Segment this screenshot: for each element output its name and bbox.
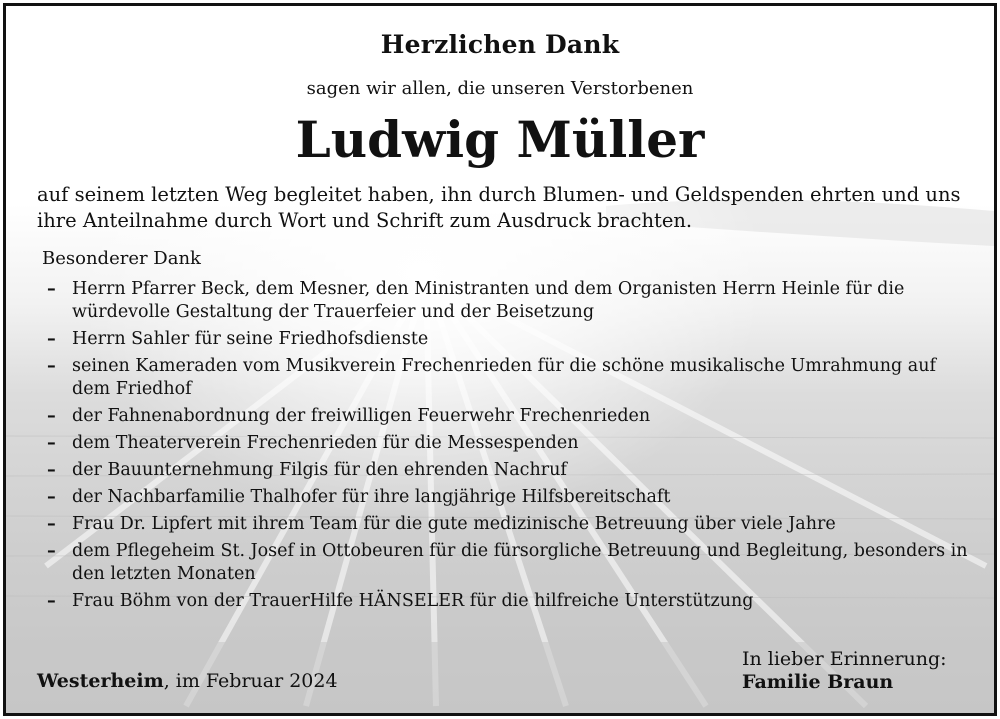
thanks-item <box>46 590 976 613</box>
thanks-item-text: der Nachbarfamilie Thalhofer für ihre langjährige Hilfsbereitschaft <box>72 487 671 507</box>
thanks-item-text: Frau Dr. Lipfert mit ihrem Team für die gute medizinische Betreuung über viele Jahre <box>72 514 836 534</box>
dash-bullet: – <box>47 460 56 480</box>
dash-bullet: – <box>47 406 56 426</box>
memory-line: In lieber Erinnerung: <box>742 648 947 670</box>
thanks-item <box>46 513 976 536</box>
notice-heading: Herzlichen Dank <box>380 30 620 59</box>
dash-bullet: – <box>47 329 56 349</box>
thanks-item-text: der Bauunternehmung Filgis für den ehrenden Nachruf <box>72 460 567 480</box>
thanks-item <box>46 432 976 455</box>
thanks-item-text: Frau Böhm von der TrauerHilfe HÄNSELER für die hilfreiche Unterstützung <box>72 591 754 611</box>
dash-bullet: – <box>47 487 56 507</box>
deceased-name: Ludwig Müller <box>295 110 705 169</box>
thanks-item <box>46 405 976 428</box>
thanks-item-text: Herrn Sahler für seine Friedhofsdienste <box>72 329 429 349</box>
thanks-item <box>46 278 976 324</box>
dash-bullet: – <box>47 433 56 453</box>
dash-bullet: – <box>47 356 56 376</box>
notice-subline: sagen wir allen, die unseren Verstorbenen <box>306 78 694 99</box>
obituary-card <box>3 3 997 716</box>
notice-content <box>6 6 994 713</box>
intro-paragraph: auf seinem letzten Weg begleitet haben, ihn durch Blumen- und Geldspenden ehrten und uns ihre Anteilnahme durch Wort und Schrift zum Ausdruck brachten. <box>37 183 961 232</box>
place-date <box>37 670 338 692</box>
thanks-item-text: Herrn Pfarrer Beck, dem Mesner, den Ministranten und dem Organisten Herrn Heinle für die würdevolle Gestaltung der Trauerfeier und der Beisetzung <box>72 279 905 322</box>
dash-bullet: – <box>47 541 56 561</box>
special-thanks-heading: Besonderer Dank <box>42 248 201 269</box>
family-name: Familie Braun <box>742 671 894 693</box>
thanks-item-text: dem Theaterverein Frechenrieden für die Messespenden <box>72 433 579 453</box>
thanks-item-text: dem Pflegeheim St. Josef in Ottobeuren für die fürsorgliche Betreuung und Begleitung, besonders in den letzten Monaten <box>72 541 968 584</box>
thanks-item <box>46 355 976 401</box>
date-text: , im Februar 2024 <box>163 670 338 692</box>
thanks-item-text: der Fahnenabordnung der freiwilligen Feuerwehr Frechenrieden <box>72 406 651 426</box>
thanks-item-text: seinen Kameraden vom Musikverein Frechenrieden für die schöne musikalische Umrahmung auf dem Friedhof <box>72 356 936 399</box>
thanks-item <box>46 540 976 586</box>
dash-bullet: – <box>47 591 56 611</box>
dash-bullet: – <box>47 514 56 534</box>
thanks-list <box>46 278 976 617</box>
signature-block <box>742 648 947 694</box>
dash-bullet: – <box>47 279 56 299</box>
place-name: Westerheim <box>37 670 164 692</box>
thanks-item <box>46 459 976 482</box>
thanks-item <box>46 486 976 509</box>
thanks-item <box>46 328 976 351</box>
